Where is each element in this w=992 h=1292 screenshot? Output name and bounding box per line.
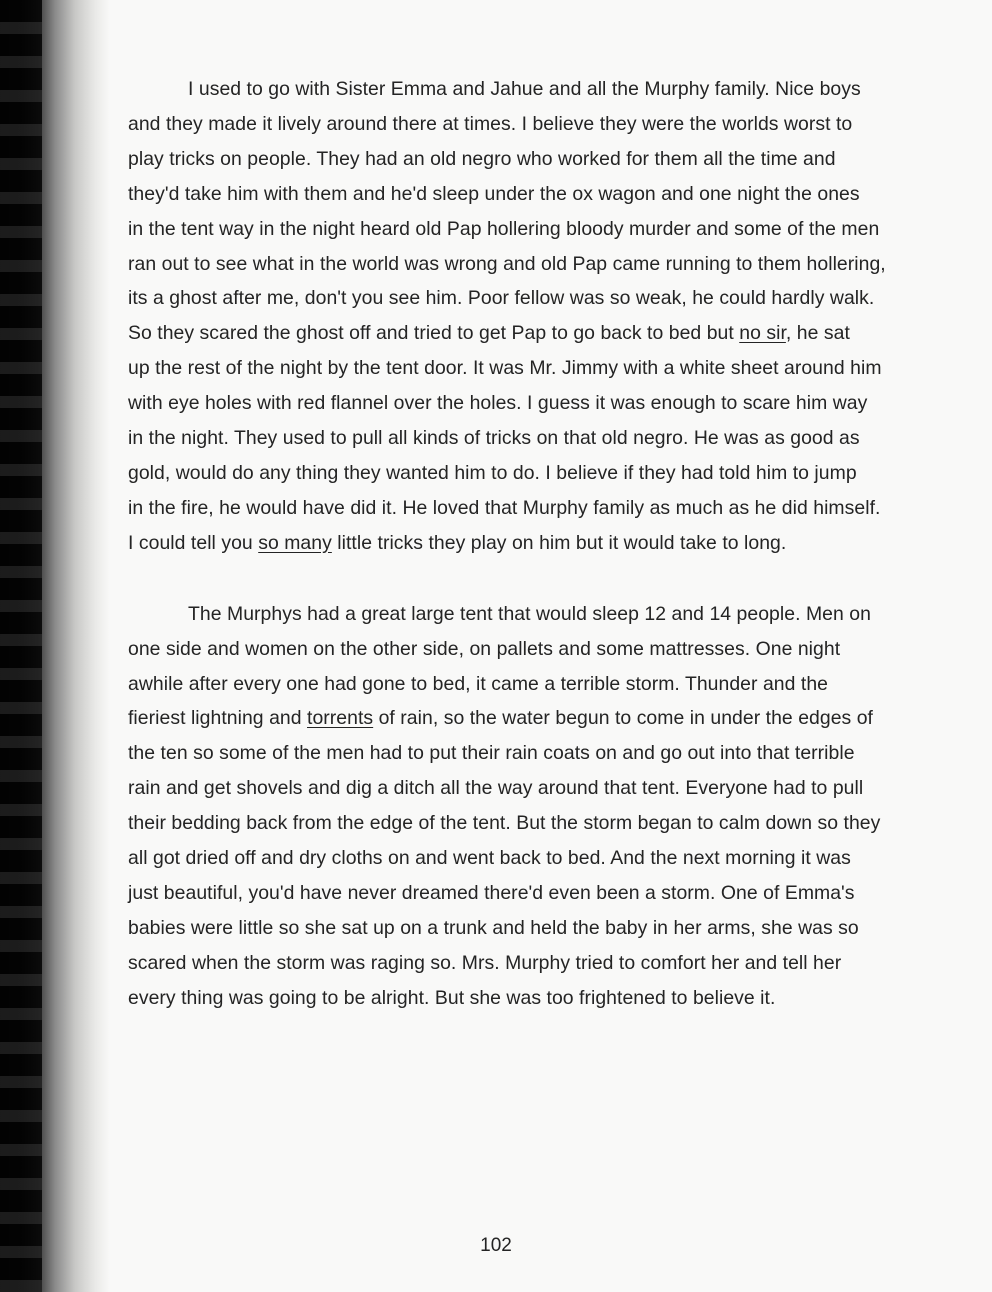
text-line xyxy=(128,386,918,421)
line-text: every thing was going to be alright. But she was too frightened to believe it. xyxy=(128,986,776,1009)
line-text: in the night. They used to pull all kinds of tricks on that old negro. He was as good as xyxy=(128,427,860,450)
text-line xyxy=(128,876,918,911)
page-number: 102 xyxy=(480,1235,512,1256)
underlined-text: no sir xyxy=(739,322,786,345)
spiral-binding xyxy=(0,0,42,1292)
line-text: their bedding back from the edge of the tent. But the storm began to calm down so they xyxy=(128,812,881,835)
text-line xyxy=(128,316,918,351)
line-text: So they scared the ghost off and tried to get Pap to go back to bed but xyxy=(128,322,740,345)
line-text: scared when the storm was raging so. Mrs. Murphy tried to comfort her and tell her xyxy=(128,951,842,974)
line-text: its a ghost after me, don't you see him. Poor fellow was so weak, he could hardly walk. xyxy=(128,287,875,310)
text-line xyxy=(128,491,918,526)
text-line xyxy=(128,806,918,841)
text-line xyxy=(128,177,918,212)
line-text: gold, would do any thing they wanted him to do. I believe if they had told him to jump xyxy=(128,461,857,484)
text-line xyxy=(128,107,918,142)
text-line xyxy=(128,771,918,806)
text-line xyxy=(128,281,918,316)
line-text: I used to go with Sister Emma and Jahue and all the Murphy family. Nice boys xyxy=(188,78,861,100)
text-line xyxy=(128,247,918,282)
text-line xyxy=(128,142,918,177)
underlined-text: so many xyxy=(258,531,332,554)
line-text: in the fire, he would have did it. He loved that Murphy family as much as he did himself. xyxy=(128,496,881,519)
line-text: the ten so some of the men had to put their rain coats on and go out into that terrible xyxy=(128,742,855,765)
line-text: all got dried off and dry cloths on and went back to bed. And the next morning it was xyxy=(128,847,851,870)
line-text: fieriest lightning and xyxy=(128,707,308,730)
paragraph-1 xyxy=(128,72,918,561)
text-line xyxy=(128,981,918,1016)
line-text: babies were little so she sat up on a trunk and held the baby in her arms, she was so xyxy=(128,916,859,939)
line-text: up the rest of the night by the tent door. It was Mr. Jimmy with a white sheet around him xyxy=(128,357,882,380)
line-text: in the tent way in the night heard old Pap hollering bloody murder and some of the men xyxy=(128,217,880,240)
paragraph-2 xyxy=(128,597,918,1016)
line-text: and they made it lively around there at times. I believe they were the worlds worst to xyxy=(128,112,853,135)
line-text: with eye holes with red flannel over the holes. I guess it was enough to scare him way xyxy=(128,392,868,415)
text-line xyxy=(128,632,918,667)
text-line xyxy=(128,701,918,736)
text-line xyxy=(128,946,918,981)
text-line xyxy=(128,526,918,561)
line-text: just beautiful, you'd have never dreamed there'd even been a storm. One of Emma's xyxy=(128,881,855,904)
line-text: play tricks on people. They had an old negro who worked for them all the time and xyxy=(128,147,836,170)
line-text: rain and get shovels and dig a ditch all the way around that tent. Everyone had to pull xyxy=(128,777,864,800)
text-line xyxy=(128,72,918,107)
text-line xyxy=(128,421,918,456)
text-line xyxy=(128,456,918,491)
text-line xyxy=(128,667,918,702)
line-text: little tricks they play on him but it would take to long. xyxy=(331,531,787,554)
line-text: ran out to see what in the world was wrong and old Pap came running to them hollering, xyxy=(128,252,886,275)
underlined-text: torrents xyxy=(307,707,374,730)
line-text: The Murphys had a great large tent that would sleep 12 and 14 people. Men on xyxy=(188,602,871,625)
text-line xyxy=(128,841,918,876)
line-text: I could tell you xyxy=(128,531,259,554)
paragraph-gap xyxy=(128,561,918,597)
text-line xyxy=(128,736,918,771)
text-line xyxy=(128,911,918,946)
text-line xyxy=(128,597,918,632)
line-text: awhile after every one had gone to bed, it came a terrible storm. Thunder and the xyxy=(128,672,829,695)
line-text: , he sat xyxy=(785,322,850,345)
text-line xyxy=(128,212,918,247)
line-text: one side and women on the other side, on pallets and some mattresses. One night xyxy=(128,637,841,660)
document-page xyxy=(128,72,918,1016)
line-text: they'd take him with them and he'd sleep under the ox wagon and one night the ones xyxy=(128,182,860,205)
text-line xyxy=(128,351,918,386)
line-text: of rain, so the water begun to come in under the edges of xyxy=(373,707,873,730)
